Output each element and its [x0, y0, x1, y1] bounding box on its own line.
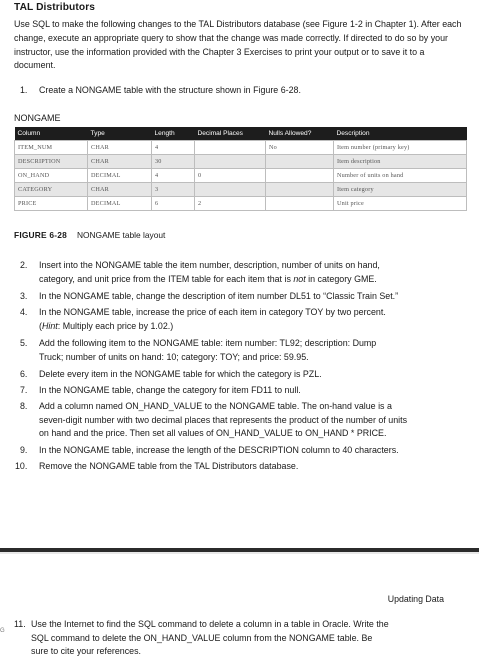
step-text — [39, 306, 386, 333]
step-number: 1. — [20, 85, 28, 95]
step-text-line: SQL command to delete the ON_HAND_VALUE column from the NONGAME table. Be — [31, 632, 373, 643]
step-number: 9. — [20, 445, 28, 455]
intro-paragraph: Use SQL to make the following changes to the TAL Distributors database (see Figure 1-2 in Chapter 1). After each change, execute an appropriate query to show that the change was made correctly. If directed to do so by your instructor, use the information provided with the Chapter 3 Exercises to print your output or to save it to a document. — [14, 19, 462, 71]
step-text-line: in category GME. — [305, 273, 377, 284]
table-cell: Item number (primary key) — [334, 141, 467, 155]
figure-caption — [14, 230, 165, 240]
table-cell: CHAR — [88, 141, 152, 155]
step-text — [39, 259, 380, 286]
step-text: In the NONGAME table, change the category for item FD11 to null. — [39, 385, 301, 395]
table-cell: 2 — [195, 197, 266, 211]
step-number: 2. — [20, 260, 28, 270]
page-divider-shadow — [0, 552, 479, 554]
table-cell: DECIMAL — [88, 197, 152, 211]
step-text: In the NONGAME table, increase the length of the DESCRIPTION column to 40 characters. — [39, 445, 399, 455]
table-cell: DESCRIPTION — [15, 155, 88, 169]
figure-label: FIGURE 6-28 — [14, 230, 67, 240]
step-text-line: on hand and the price. Then set all values of ON_HAND_VALUE to ON_HAND * PRICE. — [39, 428, 387, 439]
step-text-line: : Multiply each price by 1.02.) — [57, 320, 174, 331]
table-cell — [195, 183, 266, 197]
column-header: Type — [88, 127, 152, 141]
step-number: 11. — [14, 619, 26, 629]
table-cell: Item description — [334, 155, 467, 169]
nongame-layout-table — [14, 127, 467, 211]
step-text-line: ( — [39, 320, 42, 331]
step-8 — [20, 400, 466, 442]
step-text: In the NONGAME table, change the description of item number DL51 to “Classic Train Set.” — [39, 291, 399, 301]
table-cell — [266, 155, 334, 169]
step-text-line: Truck; number of units on hand: 10; category: TOY; and price: 59.95. — [39, 351, 309, 362]
step-text-line: Add the following item to the NONGAME table: item number: TL92; description: Dump — [39, 338, 377, 348]
step-text-line: In the NONGAME table, increase the price of each item in category TOY by two percent. — [39, 307, 386, 317]
table-cell — [266, 197, 334, 211]
figure-caption-text: NONGAME table layout — [76, 230, 166, 240]
step-number: 4. — [20, 307, 28, 317]
column-header: Decimal Places — [195, 127, 266, 141]
step-number: 5. — [20, 338, 28, 348]
table-cell: DECIMAL — [88, 169, 152, 183]
step-text: Remove the NONGAME table from the TAL Distributors database. — [39, 461, 299, 471]
step-number: 6. — [20, 369, 28, 379]
step-text — [39, 337, 376, 364]
table-name-heading: NONGAME — [14, 113, 61, 123]
table-cell — [266, 183, 334, 197]
column-header: Column — [15, 127, 88, 141]
step-text-line: sure to cite your references. — [31, 646, 142, 657]
table-cell: Item category — [334, 183, 467, 197]
table-row — [15, 169, 467, 183]
table-row — [15, 155, 467, 169]
step-text-line: seven-digit number with two decimal places that represents the product of the number of units — [39, 414, 408, 425]
step-text: Delete every item in the NONGAME table for which the category is PZL. — [39, 369, 322, 379]
step-number: 7. — [20, 385, 28, 395]
column-header: Nulls Allowed? — [266, 127, 334, 141]
running-head: Updating Data — [387, 594, 444, 604]
step-number: 3. — [20, 291, 28, 301]
table-cell: CHAR — [88, 155, 152, 169]
column-header: Description — [334, 127, 467, 141]
step-text-line: Add a column named ON_HAND_VALUE to the NONGAME table. The on-hand value is a — [39, 401, 392, 411]
emphasis: not — [293, 273, 306, 284]
table-cell: CATEGORY — [15, 183, 88, 197]
table-row — [15, 141, 467, 155]
step-text-line: Insert into the NONGAME table the item number, description, number of units on hand, — [39, 260, 380, 270]
table-cell: Number of units on hand — [334, 169, 467, 183]
emphasis: Hint — [41, 320, 58, 331]
step-5 — [20, 337, 466, 365]
edge-mark: G — [0, 628, 5, 634]
table-cell: 3 — [152, 183, 195, 197]
table-cell: 0 — [195, 169, 266, 183]
table-cell: No — [266, 141, 334, 155]
table-cell: 6 — [152, 197, 195, 211]
step-text — [39, 400, 407, 441]
table-cell — [195, 155, 266, 169]
step-text-line: category, and unit price from the ITEM table for each item that is — [39, 273, 294, 284]
table-cell: 4 — [152, 141, 195, 155]
step-number: 10. — [15, 461, 28, 471]
table-cell: ITEM_NUM — [15, 141, 88, 155]
table-cell: 30 — [152, 155, 195, 169]
step-2 — [20, 259, 466, 287]
table-cell — [266, 169, 334, 183]
table-row — [15, 183, 467, 197]
step-text-line: Use the Internet to find the SQL command to delete a column in a table in Oracle. Write the — [31, 619, 389, 629]
table-row — [15, 197, 467, 211]
column-header: Length — [152, 127, 195, 141]
table-cell — [195, 141, 266, 155]
table-header-row — [15, 127, 467, 141]
table-cell: PRICE — [15, 197, 88, 211]
section-title: TAL Distributors — [14, 2, 96, 13]
step-4 — [20, 306, 466, 334]
table-cell: CHAR — [88, 183, 152, 197]
step-text — [31, 618, 457, 659]
table-cell: ON_HAND — [15, 169, 88, 183]
table-cell: Unit price — [334, 197, 467, 211]
step-text: Create a NONGAME table with the structure shown in Figure 6-28. — [39, 85, 301, 95]
step-number: 8. — [20, 401, 28, 411]
table-cell: 4 — [152, 169, 195, 183]
